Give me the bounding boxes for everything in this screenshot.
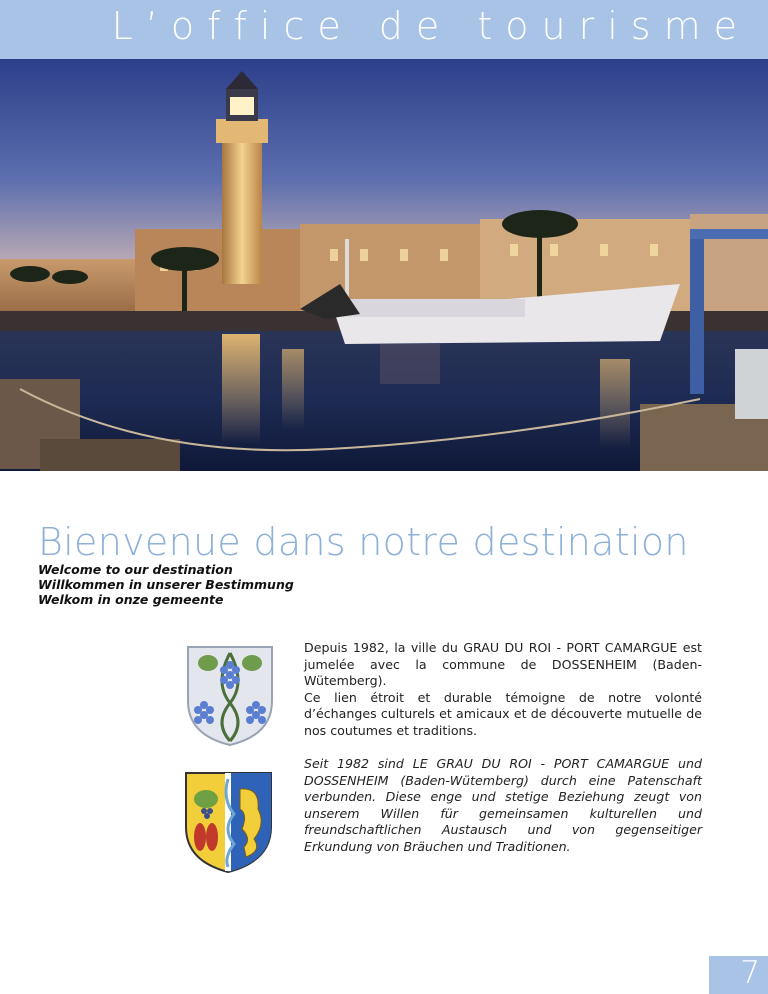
page-number: 7 (740, 955, 760, 991)
french-text-1: Depuis 1982, la ville du GRAU DU ROI - PORT CAMARGUE est jumelée avec la commune de DOSSENHEIM (Baden-Wütemberg). (304, 640, 702, 689)
lion-fish-coat-of-arms (182, 769, 275, 875)
subtitle-dutch: Welkom in onze gemeente (38, 592, 224, 607)
section-heading: Bienvenue dans notre destination (38, 520, 689, 564)
french-paragraph (304, 640, 702, 740)
grapes-coat-of-arms (184, 643, 276, 747)
subtitle-german: Willkommen in unserer Bestimmung (38, 577, 294, 592)
german-paragraph (304, 756, 702, 856)
page-number-box (709, 956, 768, 994)
french-text-2: Ce lien étroit et durable témoigne de notre volonté d’échanges culturels et amicaux et de découverte mutuelle de nos coutumes et traditions. (304, 689, 702, 738)
subtitle-english: Welcome to our destination (38, 562, 233, 577)
page-title: L’office de tourisme (111, 4, 750, 48)
subtitle-list (38, 562, 294, 607)
harbour-photo (0, 59, 768, 471)
header-bar (0, 0, 768, 59)
german-text: Seit 1982 sind LE GRAU DU ROI - PORT CAMARGUE und DOSSENHEIM (Baden-Wütemberg) durch eine Patenschaft verbunden. Diese enge und stetige Beziehung zeugt von unserem Willen für gemeinsamen kulturellen und freundschaftlichen Austausch und von gegenseitiger Erkundung von Bräuchen und Traditionen. (304, 756, 702, 854)
